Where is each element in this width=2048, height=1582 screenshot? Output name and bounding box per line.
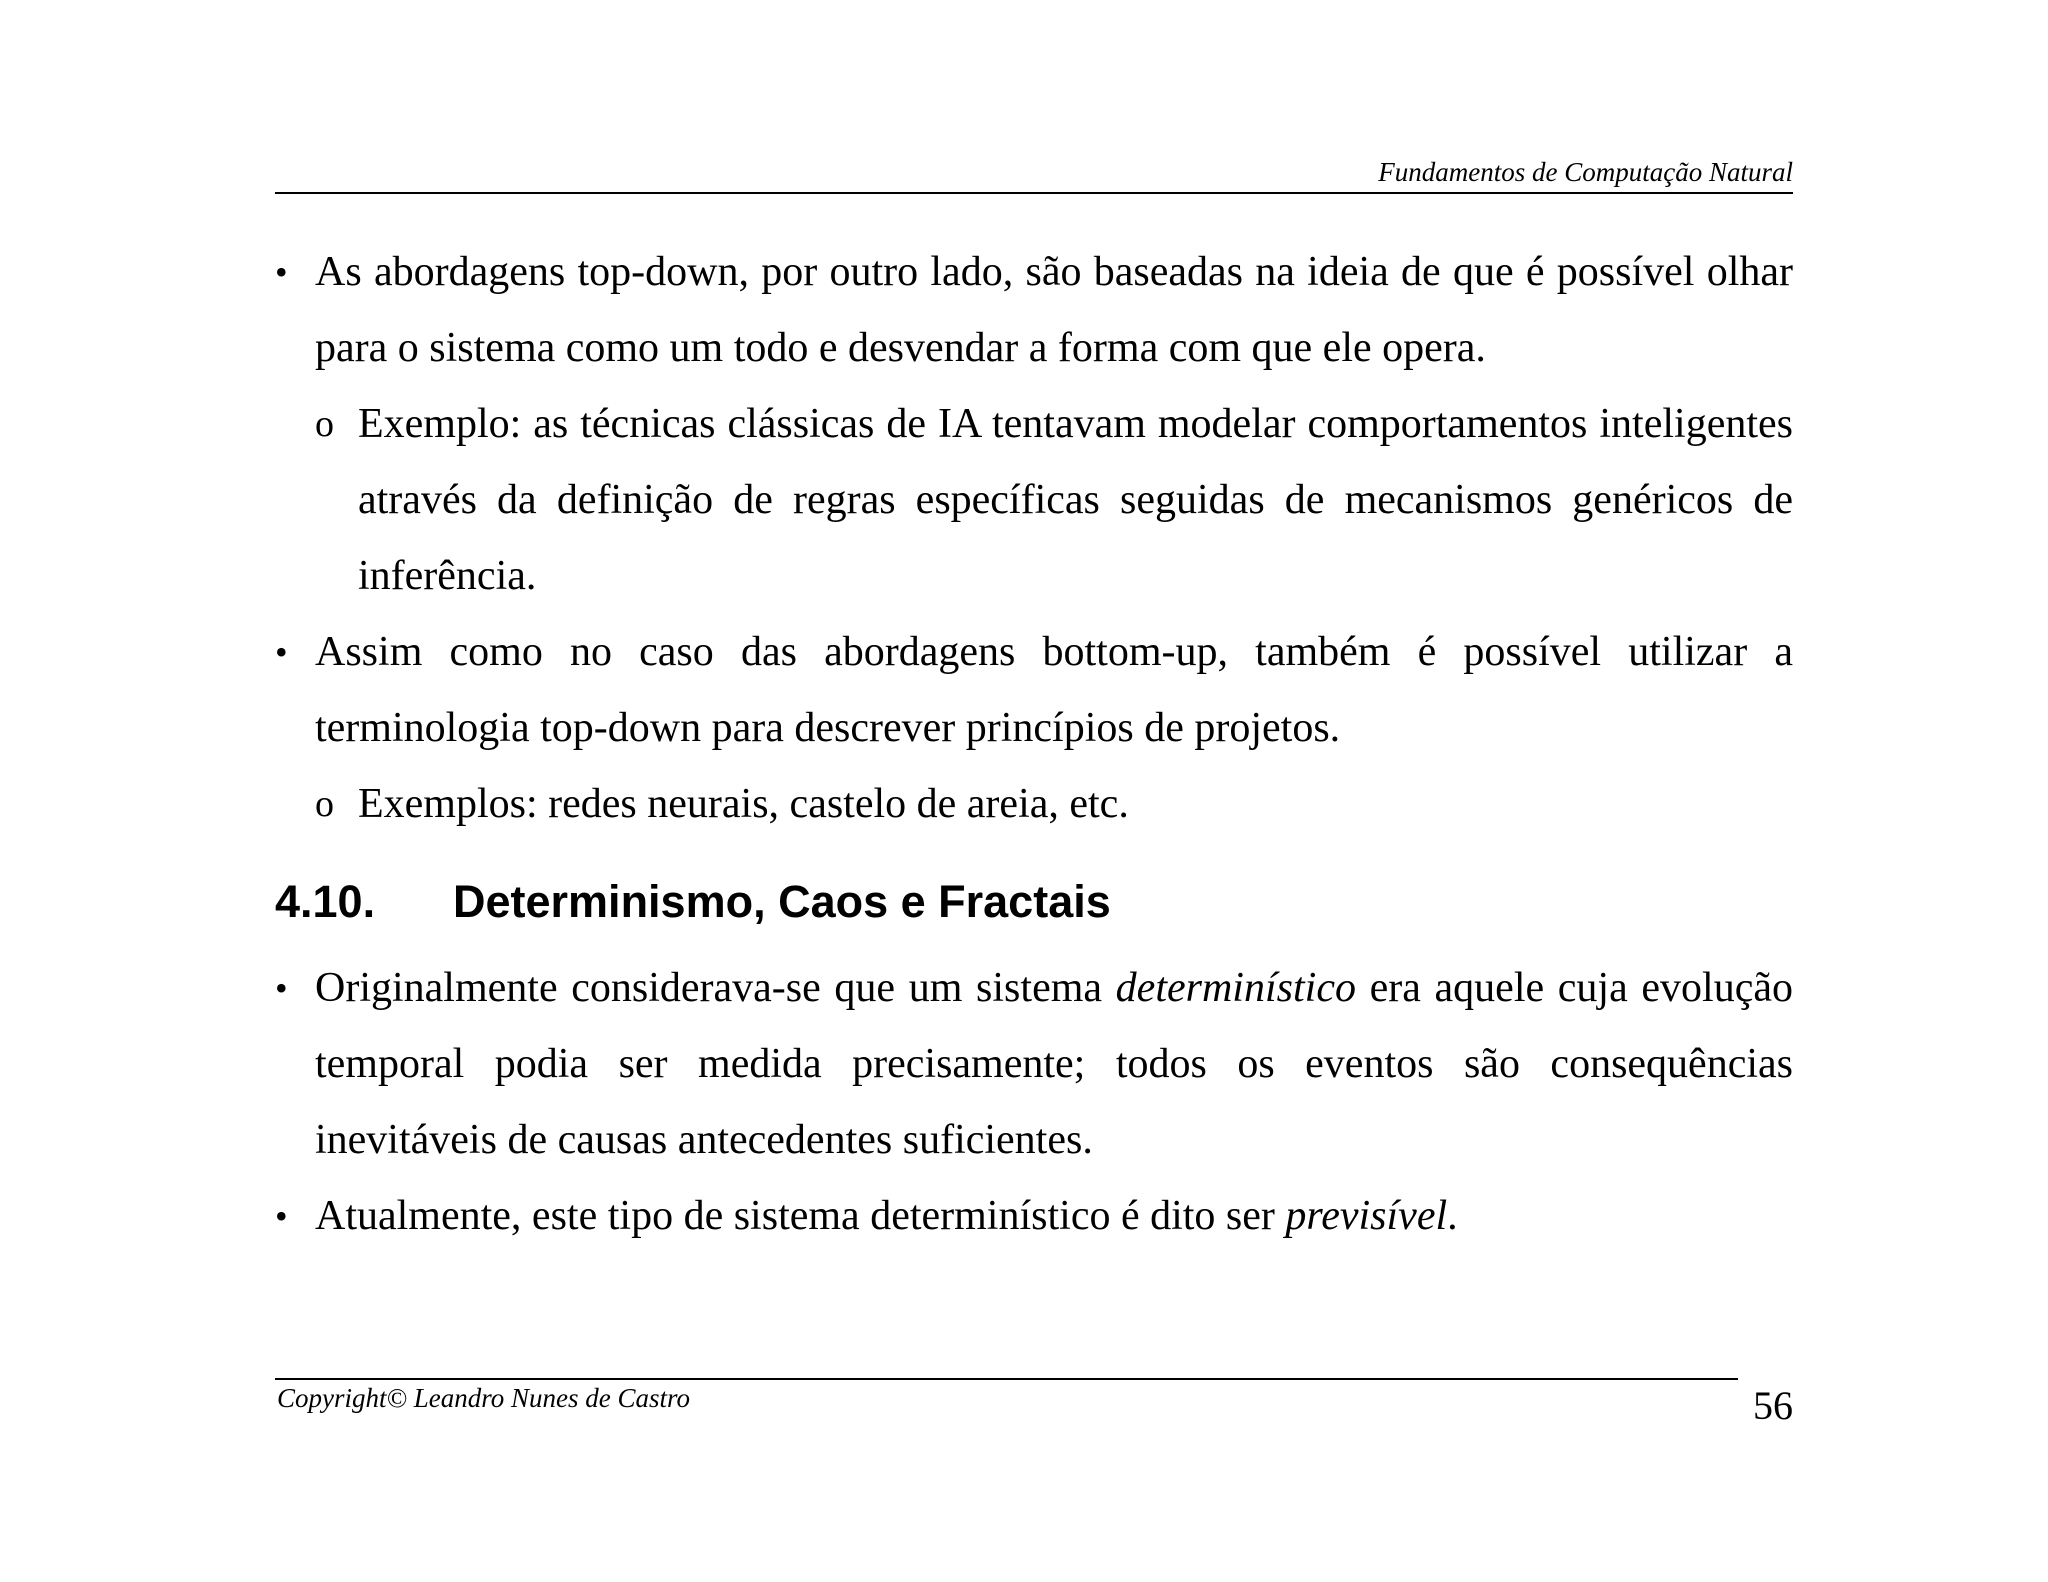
bullet-text-lead: Originalmente considerava-se que um sistema [315,965,1116,1011]
bullet-item [275,614,1793,766]
bullet-item [275,234,1793,386]
header-rule [275,192,1793,194]
sub-bullet-item [275,766,1793,842]
bullet-emphasis: determinístico [1115,965,1356,1011]
section-number: 4.10. [275,876,376,927]
sub-bullet-marker: o [315,783,334,825]
bullet-text-tail: era aquele cuja evolução temporal podia ser medida precisamente; todos os eventos são consequências inevitáveis de causas antecedentes suficientes. [315,965,1793,1163]
sub-bullet-text: Exemplos: redes neurais, castelo de areia, etc. [358,781,1129,827]
sub-bullet-marker: o [315,403,334,445]
page-number: 56 [1753,1383,1793,1428]
section-heading [275,864,1793,940]
section-title: Determinismo, Caos e Fractais [453,876,1111,927]
bullet-marker: • [275,968,288,1008]
bullet-text-tail: . [1447,1193,1458,1239]
bullet-marker: • [275,1196,288,1236]
bullet-marker: • [275,632,288,672]
running-header: Fundamentos de Computação Natural [1378,157,1793,187]
copyright-notice: Copyright© Leandro Nunes de Castro [277,1383,691,1413]
footer-rule [275,1378,1738,1380]
bullet-marker: • [275,252,288,292]
bullet-emphasis: previsível [1285,1193,1448,1239]
bullet-item [275,950,1793,1178]
sub-bullet-item [275,386,1793,614]
bullet-item [275,1178,1793,1254]
sub-bullet-text: Exemplo: as técnicas clássicas de IA tentavam modelar comportamentos inteligentes através da definição de regras específicas seguidas de mecanismos genéricos de inferência. [358,401,1793,599]
bullet-text: Assim como no caso das abordagens bottom-up, também é possível utilizar a terminologia top-down para descrever princípios de projetos. [315,629,1793,751]
page-content [275,234,1793,1254]
bullet-text: As abordagens top-down, por outro lado, são baseadas na ideia de que é possível olhar para o sistema como um todo e desvendar a forma com que ele opera. [315,249,1793,371]
bullet-text-lead: Atualmente, este tipo de sistema determinístico é dito ser [315,1193,1286,1239]
